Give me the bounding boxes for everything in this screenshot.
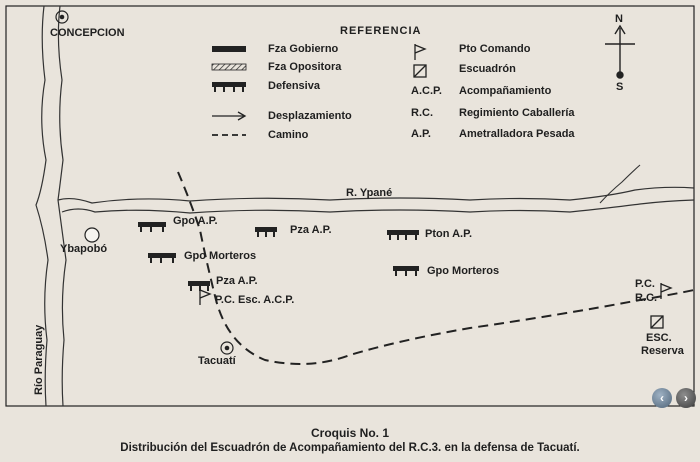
squadron-icon bbox=[651, 316, 663, 328]
fza-gobierno-symbol bbox=[212, 46, 246, 52]
caption-title: Croquis No. 1 bbox=[310, 426, 389, 440]
flag-icon bbox=[200, 289, 210, 305]
town-concepcion bbox=[56, 11, 68, 23]
label-gpo-morteros-2: Gpo Morteros bbox=[427, 265, 500, 277]
label-pton-ap: Pton A.P. bbox=[425, 228, 473, 240]
legend-ap-label: Ametralladora Pesada bbox=[459, 128, 575, 140]
tributary bbox=[600, 165, 640, 203]
legend-ap-key: A.P. bbox=[411, 128, 431, 140]
label-tacuati: Tacuatí bbox=[198, 355, 236, 367]
legend-escuadron: Escuadrón bbox=[459, 63, 516, 75]
legend-acp-label: Acompañamiento bbox=[459, 85, 552, 97]
defensive-pton-ap bbox=[387, 230, 419, 240]
legend-desplazamiento: Desplazamiento bbox=[268, 110, 352, 122]
flag-icon bbox=[415, 44, 425, 60]
compass-south-label: S bbox=[616, 81, 624, 93]
label-gpo-morteros-1: Gpo Morteros bbox=[184, 250, 257, 262]
legend-acp-key: A.C.P. bbox=[411, 85, 442, 97]
legend-fza-opositora: Fza Opositora bbox=[268, 61, 342, 73]
previous-button[interactable] bbox=[652, 388, 672, 408]
label-pza-ap-1: Pza A.P. bbox=[290, 224, 332, 236]
compass-north-label: N bbox=[615, 13, 623, 25]
legend-rc-key: R.C. bbox=[411, 107, 433, 119]
defensive-positions bbox=[138, 222, 419, 291]
map-frame bbox=[6, 6, 694, 406]
squadron-icon bbox=[414, 65, 426, 77]
defensive-pza-ap-1 bbox=[255, 227, 277, 237]
label-rio-ypane: R. Ypané bbox=[346, 187, 393, 199]
town-ybapobo bbox=[85, 228, 99, 242]
chevron-right-icon: › bbox=[684, 391, 688, 405]
label-pc: P.C. bbox=[635, 278, 655, 290]
fza-opositora-symbol bbox=[212, 64, 246, 70]
defensive-gpo-morteros-2 bbox=[393, 266, 419, 276]
legend-defensiva: Defensiva bbox=[268, 80, 320, 92]
compass-icon bbox=[605, 26, 635, 78]
legend-rc-label: Regimiento Caballería bbox=[459, 107, 575, 119]
label-esc: ESC. bbox=[646, 332, 672, 344]
legend-pto-comando: Pto Comando bbox=[459, 43, 531, 55]
flag-icon bbox=[661, 283, 671, 299]
arrow-right-icon bbox=[212, 112, 245, 120]
defensive-pza-ap-2 bbox=[188, 281, 210, 291]
label-reserva: Reserva bbox=[641, 345, 684, 357]
label-pza-ap-2: Pza A.P. bbox=[216, 275, 258, 287]
label-ybapobo: Ybapobó bbox=[60, 243, 108, 255]
label-concepcion: CONCEPCION bbox=[50, 27, 125, 39]
next-button[interactable] bbox=[676, 388, 696, 408]
defensive-gpo-ap bbox=[138, 222, 166, 232]
defensive-gpo-morteros-1 bbox=[148, 253, 176, 263]
label-pc-esc-acp: P.C. Esc. A.C.P. bbox=[215, 294, 295, 306]
river-paraguay-east-bank bbox=[58, 6, 66, 406]
label-rc: R.C. bbox=[635, 292, 657, 304]
chevron-left-icon: ‹ bbox=[660, 391, 664, 405]
defensiva-symbol bbox=[212, 82, 246, 92]
legend-fza-gobierno: Fza Gobierno bbox=[268, 43, 339, 55]
caption-subtitle: Distribución del Escuadrón de Acompañamiento del R.C.3. en la defensa de Tacuatí. bbox=[120, 442, 580, 454]
river-ypane-south-bank bbox=[62, 200, 694, 213]
legend-camino: Camino bbox=[268, 129, 309, 141]
town-tacuati bbox=[221, 342, 233, 354]
label-gpo-ap: Gpo A.P. bbox=[173, 215, 218, 227]
legend-title: REFERENCIA bbox=[340, 25, 422, 37]
label-rio-paraguay: Río Paraguay bbox=[33, 324, 45, 395]
